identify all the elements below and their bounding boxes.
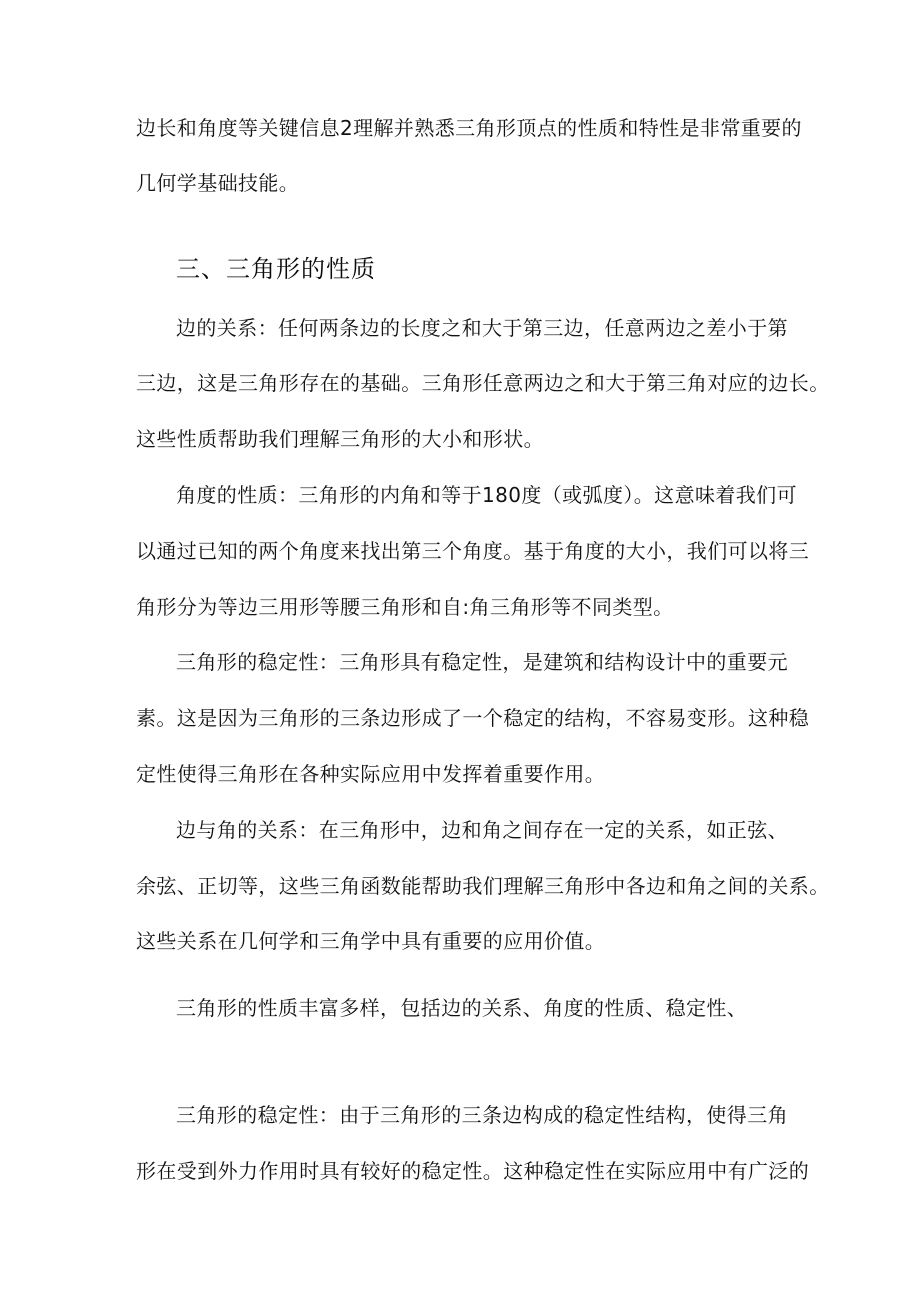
paragraph-line: 这些关系在几何学和三角学中具有重要的应用价值。: [136, 929, 606, 953]
paragraph-line: 形在受到外力作用时具有较好的稳定性。这种稳定性在实际应用中有广泛的: [136, 1159, 810, 1183]
paragraph-line: 角形分为等边三用形等腰三角形和自:角三角形等不同类型。: [136, 595, 674, 619]
paragraph-line: 素。这是因为三角形的三条边形成了一个稳定的结构，不容易变形。这种稳: [136, 706, 810, 730]
paragraph-line: 边与角的关系：在三角形中，边和角之间存在一定的关系，如正弦、: [176, 818, 788, 842]
paragraph-line: 边的关系：任何两条边的长度之和大于第三边，任意两边之差小于第: [176, 316, 788, 340]
paragraph-line: 这些性质帮助我们理解三角形的大小和形状。: [136, 427, 544, 451]
paragraph-line: 边长和角度等关键信息2理解并熟悉三角形顶点的性质和特性是非常重要的: [136, 116, 802, 140]
paragraph-line: 三角形的稳定性：由于三角形的三条边构成的稳定性结构，使得三角: [176, 1103, 788, 1127]
section-heading: 三、三角形的性质: [176, 255, 376, 283]
paragraph-line: 以通过已知的两个角度来找出第三个角度。基于角度的大小，我们可以将三: [136, 539, 810, 563]
paragraph-line: 定性使得三角形在各种实际应用中发挥着重要作用。: [136, 762, 606, 786]
paragraph-line: 余弦、正切等，这些三角函数能帮助我们理解三角形中各边和角之间的关系。: [136, 874, 830, 898]
paragraph-line: 三角形的性质丰富多样，包括边的关系、角度的性质、稳定性、: [176, 996, 748, 1020]
paragraph-line: 角度的性质：三角形的内角和等于180度（或弧度）。这意味着我们可: [176, 483, 797, 507]
paragraph-line: 三角形的稳定性：三角形具有稳定性，是建筑和结构设计中的重要元: [176, 650, 788, 674]
paragraph-line: 三边，这是三角形存在的基础。三角形任意两边之和大于第三角对应的边长。: [136, 371, 830, 395]
paragraph-line: 几何学基础技能。: [136, 171, 300, 195]
